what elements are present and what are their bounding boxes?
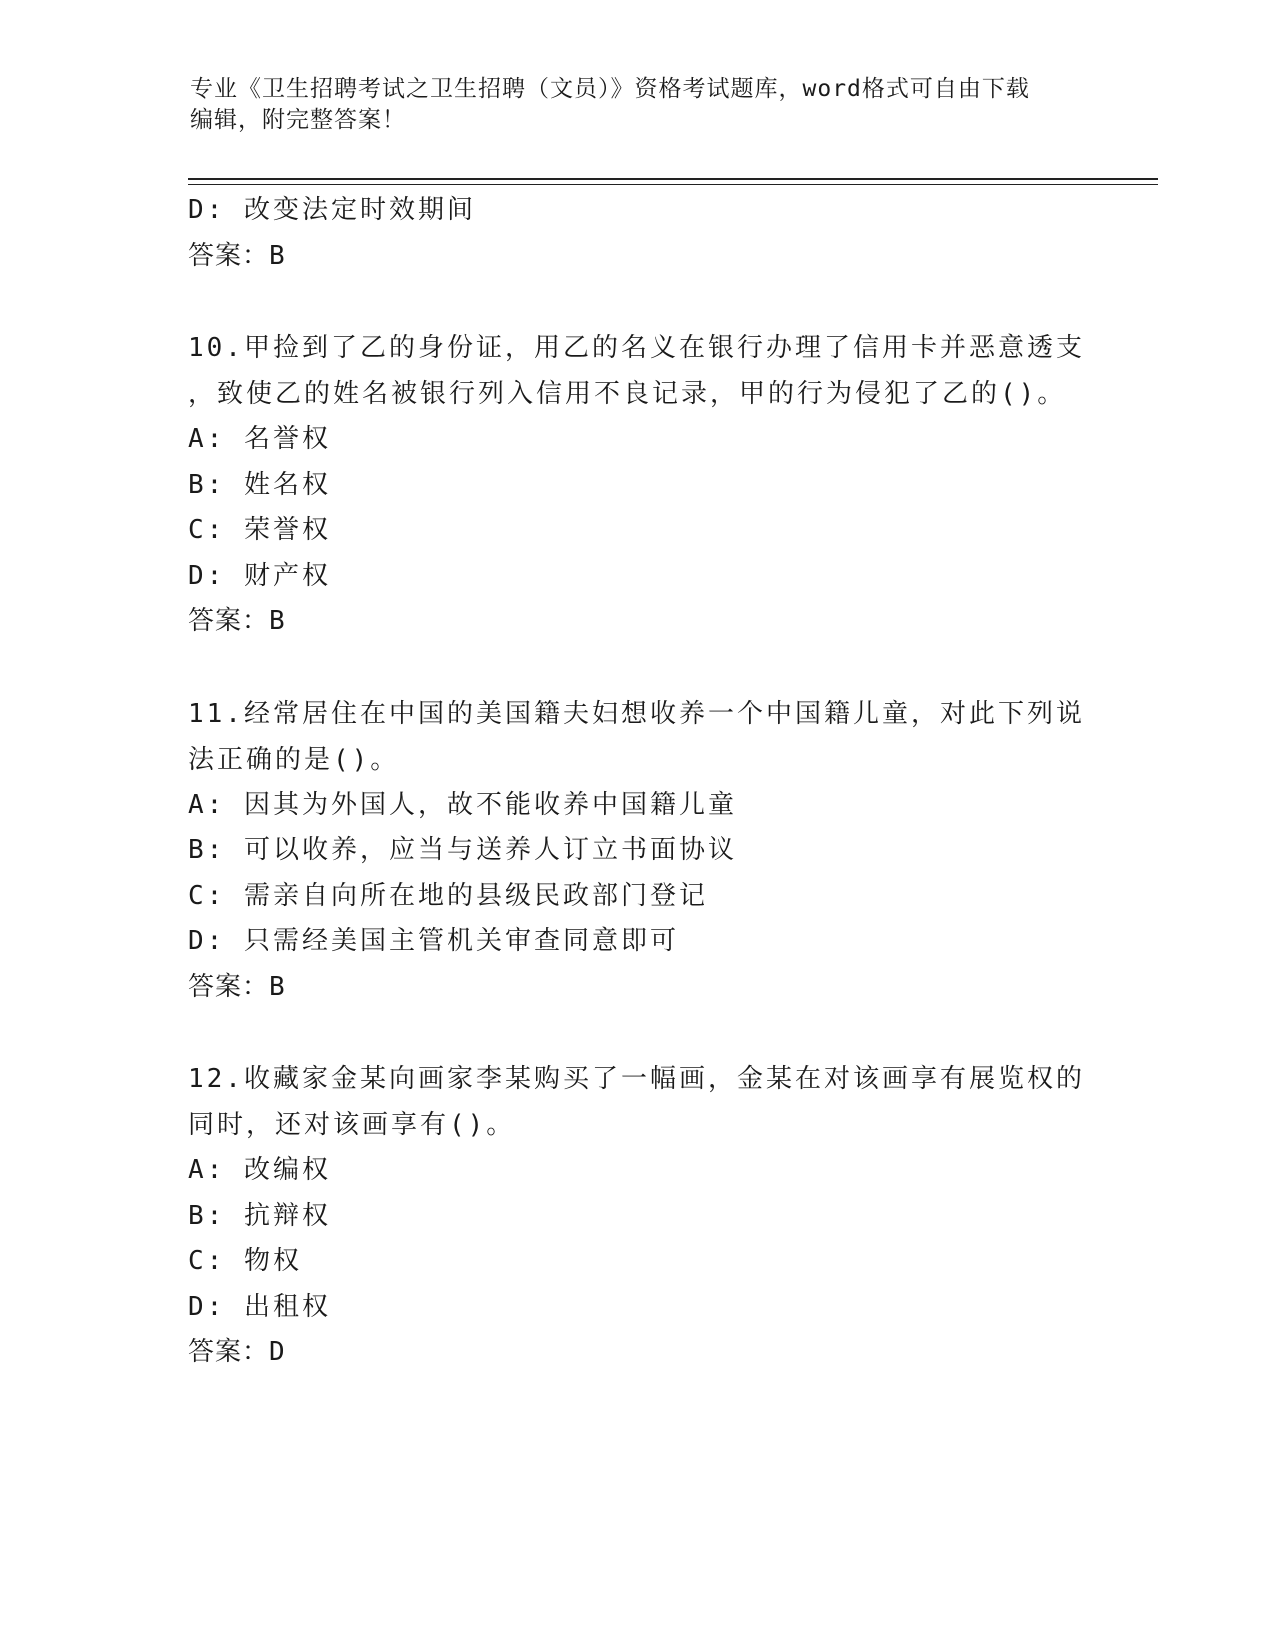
question-11 xyxy=(188,691,1088,1011)
question-stem-line: 法正确的是()。 xyxy=(188,744,400,775)
option-d: D: 改变法定时效期间 xyxy=(188,195,476,225)
option-b: B: 可以收养，应当与送养人订立书面协议 xyxy=(188,835,737,865)
question-12 xyxy=(188,1056,1088,1376)
question-spacer xyxy=(188,279,1088,325)
option-c: C: 荣誉权 xyxy=(188,515,331,545)
answer-line: 答案：D xyxy=(188,1337,286,1367)
header-divider-thin xyxy=(188,184,1158,185)
question-stem xyxy=(188,1056,1088,1148)
option-a: A: 改编权 xyxy=(188,1155,331,1185)
question-spacer xyxy=(188,645,1088,691)
question-stem-line: 12.收藏家金某向画家李某购买了一幅画，金某在对该画享有展览权的 xyxy=(188,1064,1085,1094)
question-stem-line: 10.甲捡到了乙的身份证，用乙的名义在银行办理了信用卡并恶意透支 xyxy=(188,333,1085,363)
question-stem xyxy=(188,325,1088,417)
document-header xyxy=(190,74,1090,136)
option-a: A: 名誉权 xyxy=(188,424,331,454)
option-d: D: 财产权 xyxy=(188,560,331,591)
option-b: B: 抗辩权 xyxy=(188,1200,331,1231)
header-line-1: 专业《卫生招聘考试之卫生招聘（文员）》资格考试题库，word格式可自由下载 xyxy=(190,76,1030,102)
option-d: D: 出租权 xyxy=(188,1291,331,1322)
answer-line: 答案：B xyxy=(188,971,286,1002)
previous-question-tail xyxy=(188,188,1088,279)
question-spacer xyxy=(188,1010,1088,1056)
option-c: C: 物权 xyxy=(188,1246,302,1276)
question-stem-line: 11.经常居住在中国的美国籍夫妇想收养一个中国籍儿童，对此下列说 xyxy=(188,698,1085,729)
option-a: A: 因其为外国人，故不能收养中国籍儿童 xyxy=(188,789,737,820)
question-stem xyxy=(188,691,1088,783)
option-c: C: 需亲自向所在地的县级民政部门登记 xyxy=(188,880,708,911)
option-d: D: 只需经美国主管机关审查同意即可 xyxy=(188,926,679,956)
header-line-2: 编辑，附完整答案！ xyxy=(190,107,406,133)
question-stem-line: 同时，还对该画享有()。 xyxy=(188,1110,516,1140)
answer-line: 答案：B xyxy=(188,606,286,636)
answer-line: 答案：B xyxy=(188,240,286,271)
header-divider-thick xyxy=(188,178,1158,180)
question-10 xyxy=(188,325,1088,645)
question-stem-line: ，致使乙的姓名被银行列入信用不良记录，甲的行为侵犯了乙的()。 xyxy=(188,379,1067,409)
option-b: B: 姓名权 xyxy=(188,469,331,500)
question-list xyxy=(188,188,1088,1376)
